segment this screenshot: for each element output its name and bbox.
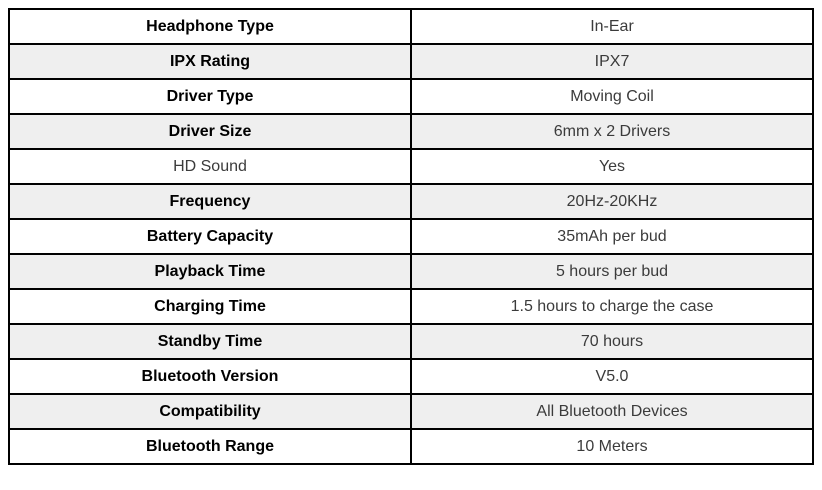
- spec-label: Playback Time: [9, 254, 411, 289]
- headphone-spec-table: [8, 8, 814, 465]
- spec-value: 35mAh per bud: [411, 219, 813, 254]
- spec-value: In-Ear: [411, 9, 813, 44]
- spec-row: [9, 219, 813, 254]
- spec-value: V5.0: [411, 359, 813, 394]
- spec-label: Bluetooth Range: [9, 429, 411, 464]
- spec-row: [9, 114, 813, 149]
- spec-label: HD Sound: [9, 149, 411, 184]
- spec-label: Frequency: [9, 184, 411, 219]
- spec-label: Standby Time: [9, 324, 411, 359]
- spec-value: Moving Coil: [411, 79, 813, 114]
- spec-row: [9, 429, 813, 464]
- spec-row: [9, 254, 813, 289]
- spec-row: [9, 359, 813, 394]
- spec-value: IPX7: [411, 44, 813, 79]
- spec-row: [9, 394, 813, 429]
- spec-value: All Bluetooth Devices: [411, 394, 813, 429]
- spec-value: 10 Meters: [411, 429, 813, 464]
- spec-row: [9, 289, 813, 324]
- spec-table-body: [9, 9, 813, 464]
- spec-value: 5 hours per bud: [411, 254, 813, 289]
- spec-label: Charging Time: [9, 289, 411, 324]
- spec-label: Bluetooth Version: [9, 359, 411, 394]
- spec-row: [9, 184, 813, 219]
- spec-value: 1.5 hours to charge the case: [411, 289, 813, 324]
- spec-label: IPX Rating: [9, 44, 411, 79]
- spec-row: [9, 9, 813, 44]
- spec-row: [9, 44, 813, 79]
- spec-label: Headphone Type: [9, 9, 411, 44]
- spec-label: Driver Size: [9, 114, 411, 149]
- spec-value: 20Hz-20KHz: [411, 184, 813, 219]
- spec-value: 70 hours: [411, 324, 813, 359]
- spec-row: [9, 324, 813, 359]
- spec-row: [9, 149, 813, 184]
- spec-row: [9, 79, 813, 114]
- spec-label: Battery Capacity: [9, 219, 411, 254]
- spec-label: Compatibility: [9, 394, 411, 429]
- spec-value: Yes: [411, 149, 813, 184]
- spec-value: 6mm x 2 Drivers: [411, 114, 813, 149]
- spec-label: Driver Type: [9, 79, 411, 114]
